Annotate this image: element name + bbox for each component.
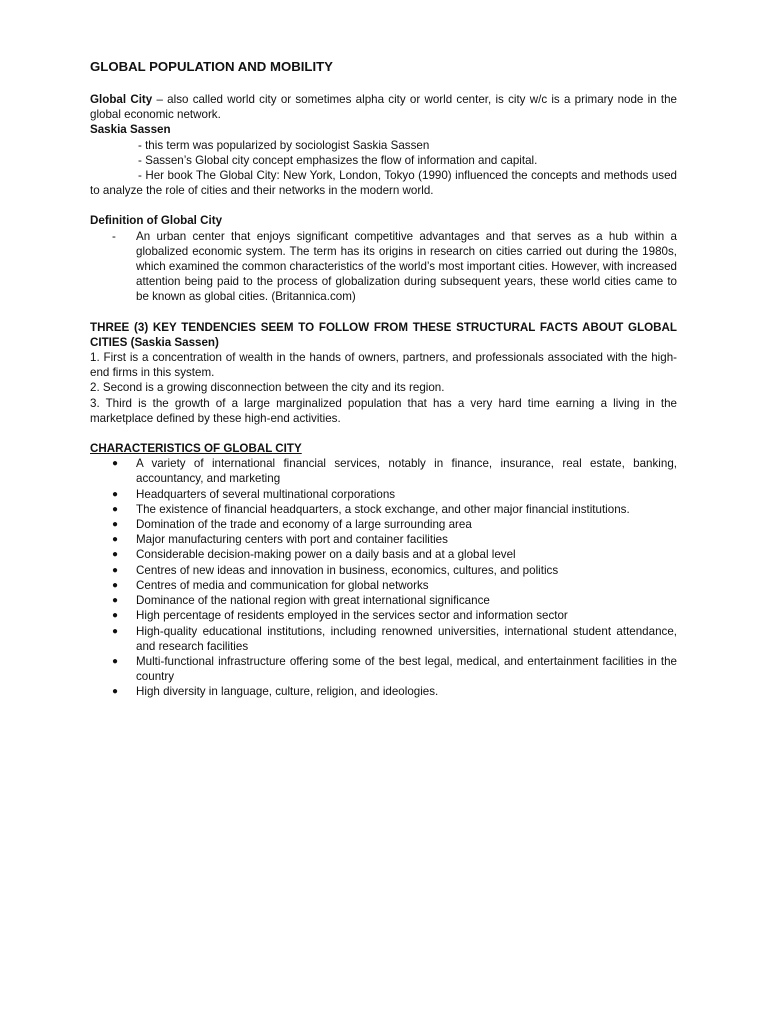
definition-text: An urban center that enjoys significant competitive advantages and that serves as a hub within a globalized economic system. The term has its origins in research on cities carried out during the 1980s, which examined the common characteristics of the world’s most important cities. However, with increased attention being paid to the process of globalization during subsequent years, these world cities came to be known as global cities. (Britannica.com) [136,229,677,304]
list-item [90,532,677,547]
list-item [90,563,677,578]
list-item-text: High percentage of residents employed in the services sector and information sector [136,609,568,623]
list-item-text: Centres of media and communication for global networks [136,578,429,592]
bullet-icon: ● [112,549,119,561]
spacer [90,198,677,213]
list-item-text: A variety of international financial services, notably in finance, insurance, real estate, banking, accountancy, and marketing [136,457,677,486]
list-item-text: Centres of new ideas and innovation in business, economics, cultures, and politics [136,563,559,577]
bullet-icon: ● [112,610,119,622]
bullet-icon: ● [112,655,119,667]
document-page [90,58,677,700]
bullet-icon: ● [112,458,119,470]
global-city-definition: – also called world city or sometimes alpha city or world center, is city w/c is a primary node in the global economic network. [90,93,677,122]
characteristics-list [90,456,677,699]
global-city-term: Global City [90,93,153,106]
list-item-text: High diversity in language, culture, religion, and ideologies. [136,685,439,699]
list-item [90,547,677,562]
bullet-icon: ● [112,686,119,698]
list-item [90,654,677,684]
tendency-item: 1. First is a concentration of wealth in the hands of owners, partners, and professionals associated with the high-end firms in this system. [90,351,677,380]
list-item [90,517,677,532]
tendencies-heading: THREE (3) KEY TENDENCIES SEEM TO FOLLOW FROM THESE STRUCTURAL FACTS ABOUT GLOBAL CITIES (Saskia Sassen) [90,320,677,349]
dash-marker: - [112,229,116,243]
spacer [90,305,677,320]
bullet-icon: ● [112,625,119,637]
list-item-text: Considerable decision-making power on a daily basis and at a global level [136,548,516,562]
list-item-text: Multi-functional infrastructure offering some of the best legal, medical, and entertainment facilities in the country [136,654,677,684]
definition-item [90,229,677,305]
sassen-heading: Saskia Sassen [90,123,171,137]
list-item [90,608,677,623]
sassen-point: - this term was popularized by sociologist Saskia Sassen [138,138,430,152]
characteristics-heading: CHARACTERISTICS OF GLOBAL CITY [90,442,302,456]
definition-heading: Definition of Global City [90,214,223,228]
list-item-text: High-quality educational institutions, including renowned universities, international student attendance, and research facilities [136,624,677,653]
list-item-text: The existence of financial headquarters, a stock exchange, and other major financial institutions. [136,502,630,516]
tendency-item: 3. Third is the growth of a large marginalized population that has a very hard time earning a living in the marketplace defined by these high-end activities. [90,396,677,425]
global-city-paragraph [90,92,677,122]
list-item-text: Headquarters of several multinational corporations [136,487,396,501]
spacer [90,426,677,441]
bullet-icon: ● [112,595,119,607]
list-item-text: Dominance of the national region with great international significance [136,594,490,608]
tendency-item: 2. Second is a growing disconnection between the city and its region. [90,381,445,395]
bullet-icon: ● [112,503,119,515]
list-item-text: Major manufacturing centers with port and container facilities [136,533,448,547]
sassen-point: - Sassen’s Global city concept emphasizes the flow of information and capital. [138,153,538,167]
list-item-text: Domination of the trade and economy of a large surrounding area [136,518,472,532]
definition-list [90,229,677,305]
bullet-icon: ● [112,519,119,531]
bullet-icon: ● [112,534,119,546]
document-title: GLOBAL POPULATION AND MOBILITY [90,59,333,74]
bullet-icon: ● [112,579,119,591]
list-item [90,578,677,593]
list-item [90,624,677,654]
list-item [90,456,677,486]
bullet-icon: ● [112,564,119,576]
list-item [90,593,677,608]
sassen-point: - Her book The Global City: New York, London, Tokyo (1990) influenced the concepts and methods used to analyze the role of cities and their networks in the modern world. [90,169,677,198]
bullet-icon: ● [112,488,119,500]
list-item [90,502,677,517]
list-item [90,487,677,502]
list-item [90,684,677,699]
